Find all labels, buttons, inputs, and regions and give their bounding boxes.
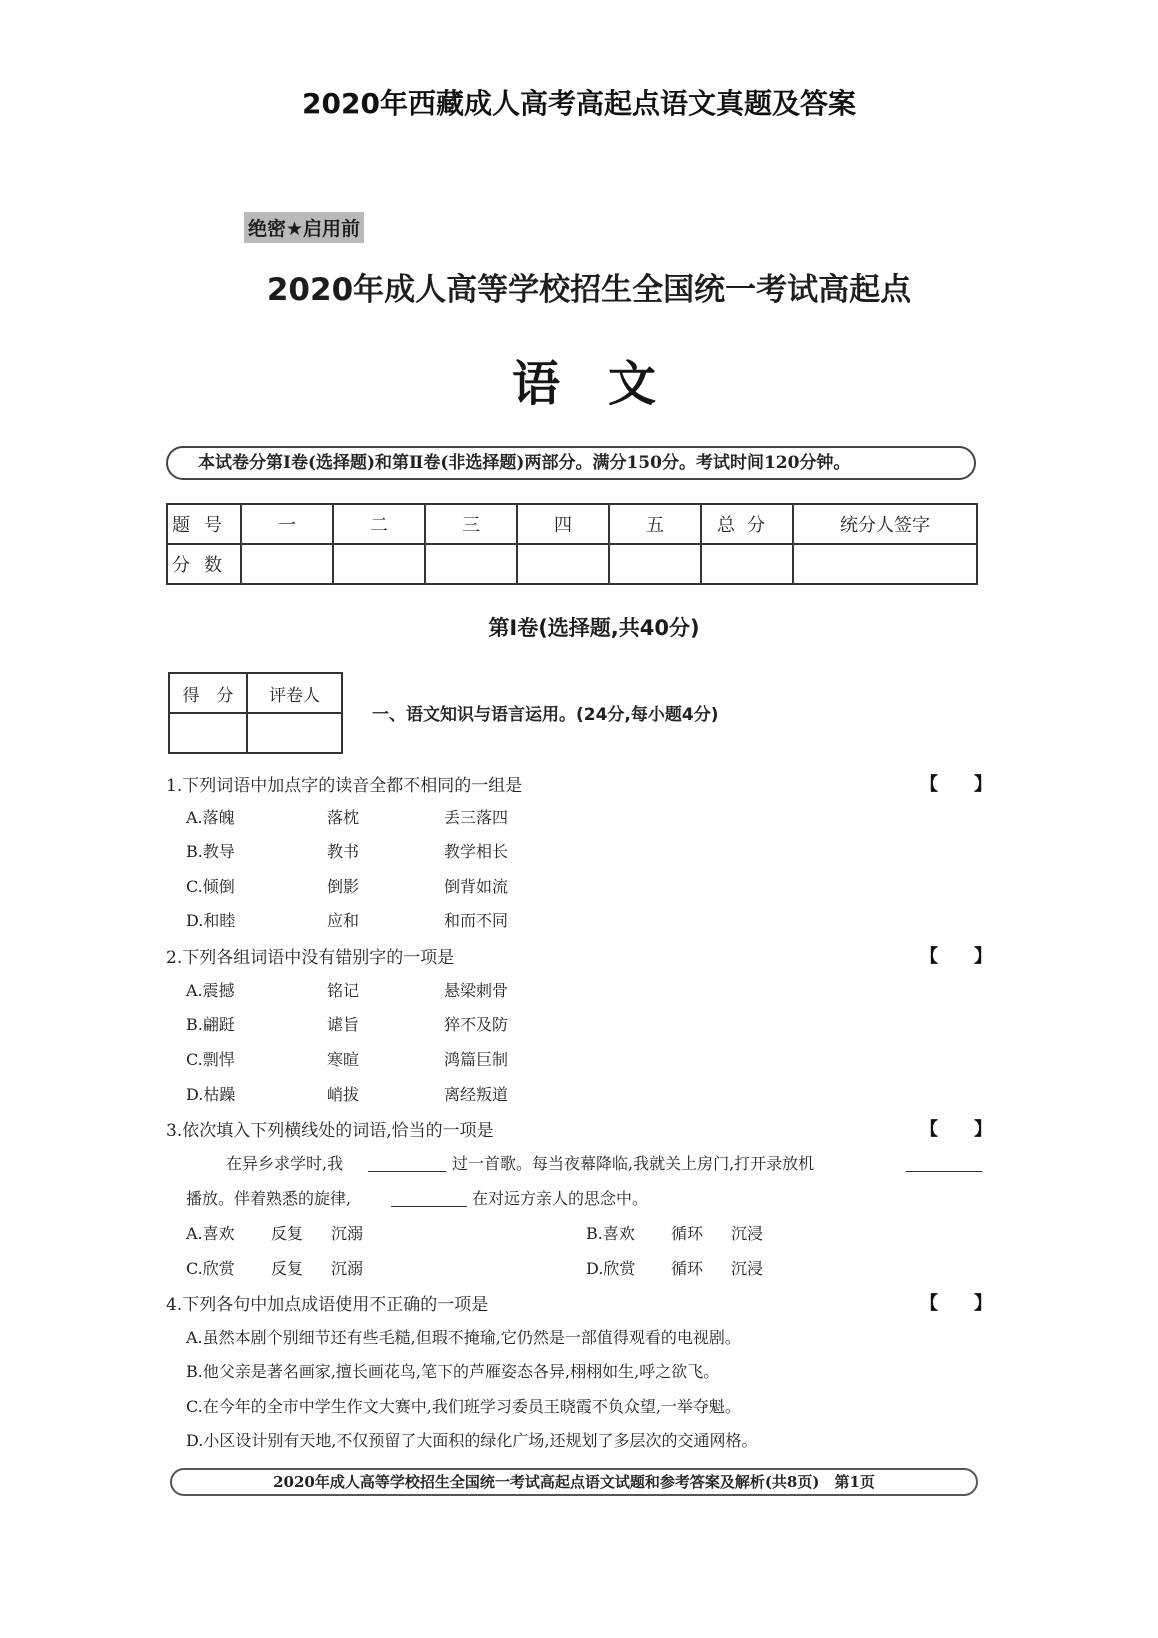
- option-term: A.震撼: [186, 981, 235, 1000]
- score-table-cell: 总分: [701, 504, 793, 544]
- option-term: 沉溺: [331, 1224, 364, 1243]
- question-stem: 1.下列词语中加点字的读音全都不相同的一组是: [166, 776, 523, 796]
- question-stem: 4.下列各句中加点成语使用不正确的一项是: [166, 1295, 489, 1315]
- answer-bracket: 【 】: [920, 1119, 992, 1140]
- score-table-cell: 题号: [167, 504, 241, 544]
- confidential-stamp: 绝密★启用前: [244, 212, 364, 243]
- option-term: D.欣赏: [586, 1259, 636, 1278]
- option-term: 应和: [327, 911, 360, 930]
- option-term: C.倾倒: [186, 877, 235, 896]
- passage-text: 在异乡求学时,我: [226, 1154, 344, 1173]
- exam-notice: 本试卷分第Ⅰ卷(选择题)和第Ⅱ卷(非选择题)两部分。满分150分。考试时间120分钟。: [166, 446, 976, 480]
- option-term: 鸿篇巨制: [444, 1050, 509, 1069]
- exam-title: 2020年成人高等学校招生全国统一考试高起点: [266, 272, 912, 308]
- fill-blank[interactable]: [391, 1186, 467, 1207]
- score-table-blank-cell[interactable]: [517, 544, 609, 584]
- score-table-cell: 分数: [167, 544, 241, 584]
- volume-title: 第Ⅰ卷(选择题,共40分): [488, 616, 700, 640]
- option-term: A.落魄: [186, 808, 235, 827]
- score-table-header-row: [167, 504, 977, 544]
- score-table-blank-cell[interactable]: [241, 544, 333, 584]
- option-sentence: B.他父亲是著名画家,擅长画花鸟,笔下的芦雁姿态各异,栩栩如生,呼之欲飞。: [186, 1362, 720, 1381]
- option-term: B.教导: [186, 842, 235, 861]
- document-title: 2020年西藏成人高考高起点语文真题及答案: [302, 87, 856, 120]
- fill-blank[interactable]: [906, 1151, 982, 1172]
- score-table-score-row: [167, 544, 977, 584]
- option-term: C.剽悍: [186, 1050, 235, 1069]
- option-term: 循环: [671, 1259, 704, 1278]
- passage-text: 播放。伴着熟悉的旋律,: [186, 1189, 352, 1208]
- score-table-blank-cell[interactable]: [793, 544, 977, 584]
- question-stem: 3.依次填入下列横线处的词语,恰当的一项是: [166, 1121, 494, 1141]
- score-table-blank-cell[interactable]: [333, 544, 425, 584]
- score-table-blank-cell[interactable]: [609, 544, 701, 584]
- answer-bracket: 【 】: [920, 774, 992, 795]
- option-term: 落枕: [327, 808, 360, 827]
- score-table-blank-cell[interactable]: [425, 544, 517, 584]
- score-table-cell: 二: [333, 504, 425, 544]
- option-term: 和而不同: [444, 911, 509, 930]
- grader-score-label: 得 分: [169, 673, 247, 713]
- option-term: 沉浸: [731, 1224, 764, 1243]
- answer-bracket: 【 】: [920, 1293, 992, 1314]
- score-table-cell: 三: [425, 504, 517, 544]
- option-term: 丢三落四: [444, 808, 509, 827]
- option-term: 沉溺: [331, 1259, 364, 1278]
- option-term: D.枯躁: [186, 1085, 236, 1104]
- fill-blank[interactable]: [368, 1151, 446, 1172]
- option-sentence: C.在今年的全市中学生作文大赛中,我们班学习委员王晓霞不负众望,一举夺魁。: [186, 1397, 741, 1416]
- page-footer: 2020年成人高等学校招生全国统一考试高起点语文试题和参考答案及解析(共8页) 第1页: [170, 1468, 978, 1496]
- answer-bracket: 【 】: [920, 946, 992, 967]
- score-table-cell: 四: [517, 504, 609, 544]
- grader-name-label: 评卷人: [247, 673, 342, 713]
- subject-title: 语 文: [511, 356, 656, 412]
- option-term: C.欣赏: [186, 1259, 235, 1278]
- option-term: 反复: [271, 1224, 304, 1243]
- grader-name-cell[interactable]: [247, 713, 342, 753]
- option-term: 倒背如流: [444, 877, 509, 896]
- score-table-cell: 一: [241, 504, 333, 544]
- option-term: 谑旨: [327, 1015, 360, 1034]
- option-term: 峭拔: [327, 1085, 360, 1104]
- option-term: 倒影: [327, 877, 360, 896]
- option-term: 教书: [327, 842, 360, 861]
- section-heading: 一、语文知识与语言运用。(24分,每小题4分): [372, 705, 719, 725]
- option-term: D.和睦: [186, 911, 236, 930]
- grader-score-cell[interactable]: [169, 713, 247, 753]
- option-term: 悬梁刺骨: [444, 981, 509, 1000]
- option-term: 反复: [271, 1259, 304, 1278]
- option-term: 猝不及防: [444, 1015, 509, 1034]
- option-term: 循环: [671, 1224, 704, 1243]
- score-table: [166, 503, 978, 585]
- option-term: B.喜欢: [586, 1224, 635, 1243]
- option-term: B.翩跹: [186, 1015, 235, 1034]
- passage-text: 过一首歌。每当夜幕降临,我就关上房门,打开录放机: [452, 1154, 815, 1173]
- option-term: 寒暄: [327, 1050, 360, 1069]
- option-sentence: D.小区设计别有天地,不仅预留了大面积的绿化广场,还规划了多层次的交通网格。: [186, 1431, 758, 1450]
- question-stem: 2.下列各组词语中没有错别字的一项是: [166, 948, 455, 968]
- option-term: 沉浸: [731, 1259, 764, 1278]
- option-term: A.喜欢: [186, 1224, 235, 1243]
- grader-table: [168, 672, 343, 754]
- passage-text: 在对远方亲人的思念中。: [472, 1189, 649, 1208]
- score-table-cell: 统分人签字: [793, 504, 977, 544]
- score-table-blank-cell[interactable]: [701, 544, 793, 584]
- score-table-cell: 五: [609, 504, 701, 544]
- option-term: 铭记: [327, 981, 360, 1000]
- option-sentence: A.虽然本剧个别细节还有些毛糙,但瑕不掩瑜,它仍然是一部值得观看的电视剧。: [186, 1328, 741, 1347]
- option-term: 教学相长: [444, 842, 509, 861]
- option-term: 离经叛道: [444, 1085, 509, 1104]
